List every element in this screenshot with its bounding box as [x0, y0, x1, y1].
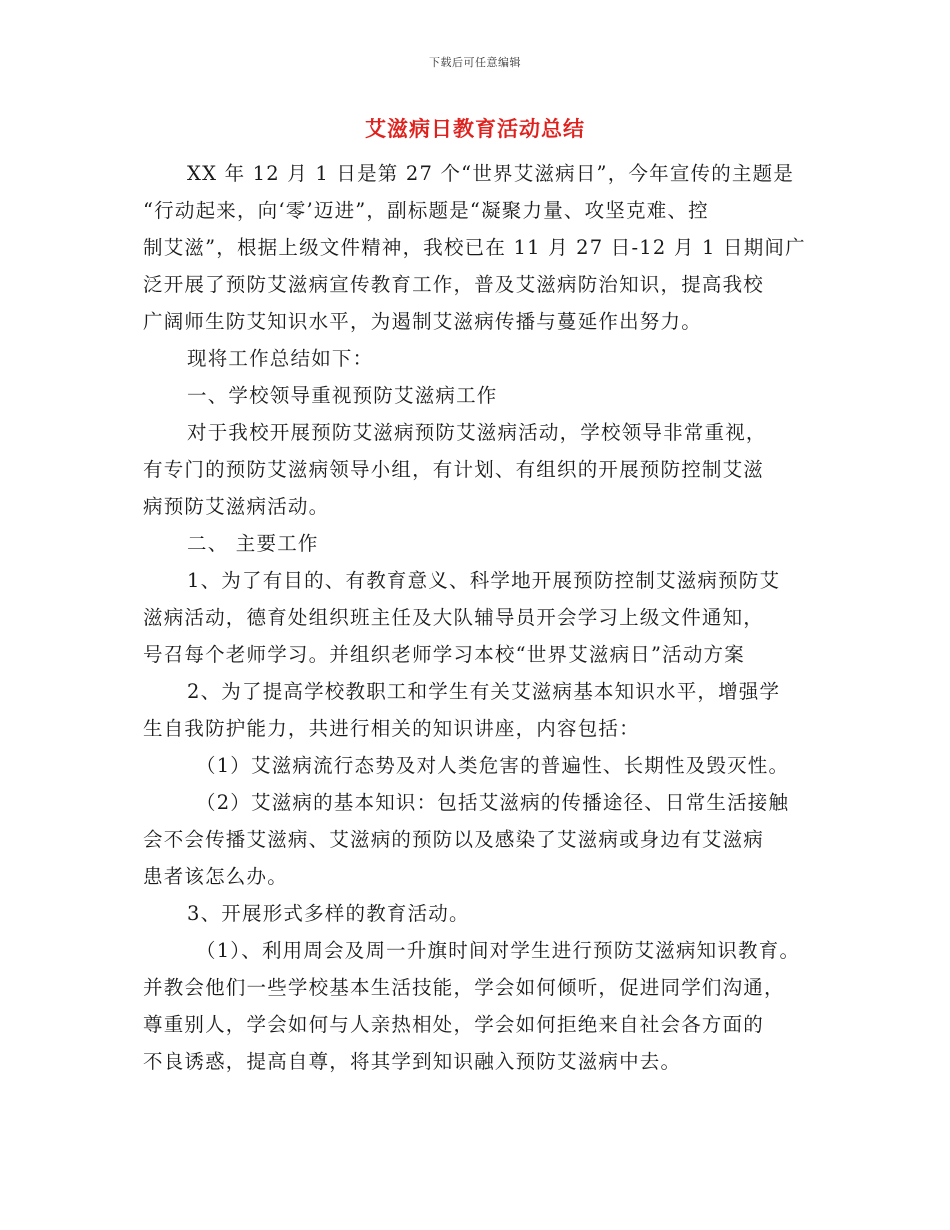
body-line: “行动起来，向‘零’迈进”，副标题是“凝聚力量、攻坚克难、控 — [143, 199, 709, 222]
body-line: 现将工作总结如下： — [187, 347, 374, 370]
body-line: XX 年 12 月 1 日是第 27 个“世界艾滋病日”，今年宣传的主题是 — [187, 162, 795, 185]
body-line: 生自我防护能力，共进行相关的知识讲座，内容包括： — [143, 717, 640, 740]
body-line: 3、开展形式多样的教育活动。 — [187, 902, 470, 925]
body-line: 不良诱惑，提高自尊，将其学到知识融入预防艾滋病中去。 — [143, 1050, 682, 1073]
body-line: 2、为了提高学校教职工和学生有关艾滋病基本知识水平，增强学 — [187, 680, 781, 703]
list-item: （2）艾滋病的基本知识：包括艾滋病的传播途径、日常生活接触 — [196, 791, 790, 814]
body-line: 1、为了有目的、有教育意义、科学地开展预防控制艾滋病预防艾 — [187, 569, 781, 592]
body-line: 泛开展了预防艾滋病宣传教育工作，普及艾滋病防治知识，提高我校 — [143, 273, 765, 296]
list-item: （1）、利用周会及周一升旗时间对学生进行预防艾滋病知识教育。 — [196, 939, 801, 962]
body-line: 有专门的预防艾滋病领导小组，有计划、有组织的开展预防控制艾滋 — [143, 458, 765, 481]
document-title: 艾滋病日教育活动总结 — [365, 116, 585, 141]
section-heading: 二、 主要工作 — [187, 532, 319, 555]
body-line: 滋病活动，德育处组织班主任及大队辅导员开会学习上级文件通知， — [143, 606, 765, 629]
list-item: （1）艾滋病流行态势及对人类危害的普遍性、长期性及毁灭性。 — [196, 754, 790, 777]
body-line: 患者该怎么办。 — [143, 865, 288, 888]
body-line: 尊重别人，学会如何与人亲热相处，学会如何拒绝来自社会各方面的 — [143, 1013, 765, 1036]
section-heading: 一、学校领导重视预防艾滋病工作 — [187, 384, 498, 407]
body-line: 号召每个老师学习。并组织老师学习本校“世界艾滋病日”活动方案 — [143, 643, 745, 666]
header-note: 下载后可任意编辑 — [429, 56, 521, 69]
body-line: 制艾滋”，根据上级文件精神，我校已在 11 月 27 日-12 月 1 日期间广 — [143, 236, 806, 259]
body-line: 病预防艾滋病活动。 — [143, 495, 330, 518]
body-line: 并教会他们一些学校基本生活技能，学会如何倾听，促进同学们沟通， — [143, 976, 785, 999]
body-line: 会不会传播艾滋病、艾滋病的预防以及感染了艾滋病或身边有艾滋病 — [143, 828, 765, 851]
body-line: 广阔师生防艾知识水平，为遏制艾滋病传播与蔓延作出努力。 — [143, 310, 702, 333]
body-line: 对于我校开展预防艾滋病预防艾滋病活动，学校领导非常重视， — [187, 421, 767, 444]
